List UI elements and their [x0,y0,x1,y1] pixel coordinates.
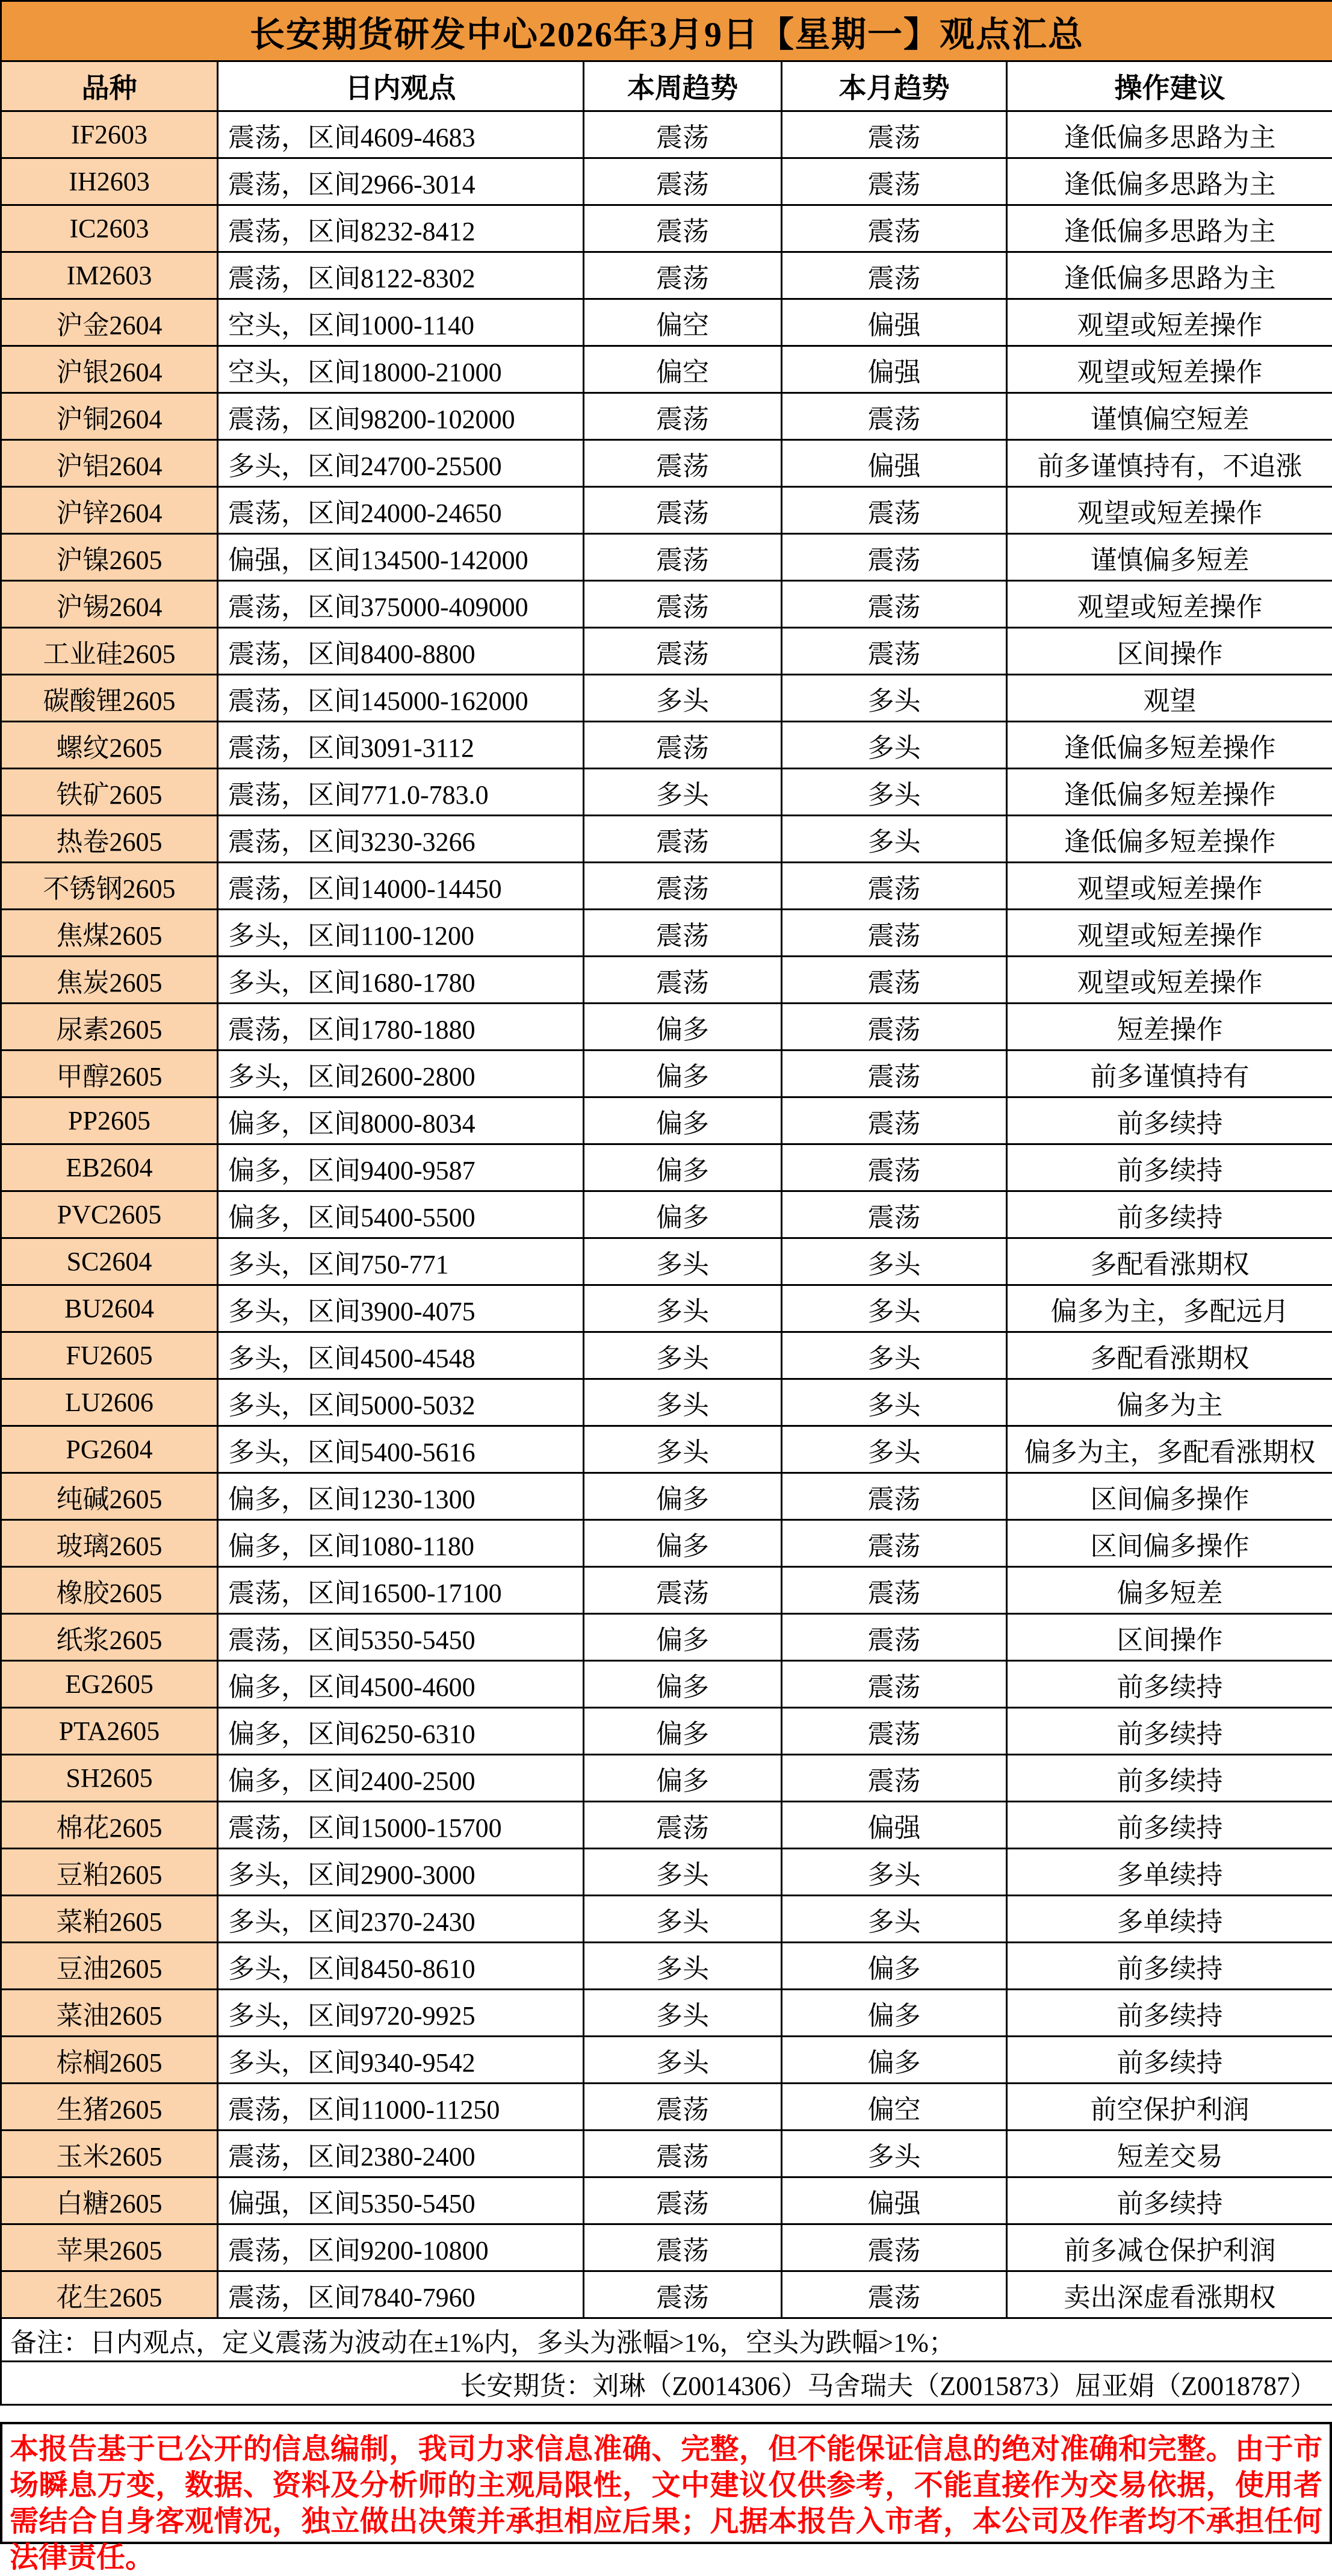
variety-cell: 不锈钢2605 [1,863,218,910]
advice-cell: 前多续持 [1007,1661,1332,1708]
month-trend-cell: 震荡 [782,252,1007,299]
advice-cell: 谨慎偏多短差 [1007,534,1332,581]
intraday-view-cell: 多头，区间3900-4075 [218,1285,584,1332]
variety-cell: 碳酸锂2605 [1,675,218,722]
intraday-view-cell: 偏多，区间4500-4600 [218,1661,584,1708]
table-row [1,1567,1332,1614]
intraday-view-cell: 震荡，区间3230-3266 [218,816,584,863]
variety-cell: 螺纹2605 [1,722,218,769]
variety-cell: 豆粕2605 [1,1849,218,1896]
variety-cell: 玻璃2605 [1,1520,218,1567]
month-trend-cell: 震荡 [782,2271,1007,2318]
table-row [1,816,1332,863]
analysts-text: 长安期货：刘琳（Z0014306）马舍瑞夫（Z0015873）屈亚娟（Z0018787） [1,2362,1332,2405]
month-trend-cell: 多头 [782,1849,1007,1896]
variety-cell: PP2605 [1,1097,218,1144]
advice-cell: 逢低偏多思路为主 [1007,158,1332,205]
variety-cell: 焦炭2605 [1,957,218,1004]
advice-cell: 前多续持 [1007,1755,1332,1802]
intraday-view-cell: 多头，区间1100-1200 [218,910,584,957]
variety-cell: 生猪2605 [1,2084,218,2131]
week-trend-cell: 震荡 [584,534,782,581]
month-trend-cell: 多头 [782,769,1007,816]
table-row [1,487,1332,534]
variety-cell: 沪金2604 [1,299,218,346]
intraday-view-cell: 空头，区间18000-21000 [218,346,584,393]
variety-cell: IC2603 [1,205,218,252]
table-row [1,675,1332,722]
week-trend-cell: 偏多 [584,1473,782,1520]
advice-cell: 卖出深虚看涨期权 [1007,2271,1332,2318]
table-row [1,628,1332,675]
variety-cell: PTA2605 [1,1708,218,1755]
intraday-view-cell: 震荡，区间8400-8800 [218,628,584,675]
table-row [1,2084,1332,2131]
week-trend-cell: 多头 [584,1332,782,1379]
intraday-view-cell: 震荡，区间1780-1880 [218,1004,584,1051]
month-trend-cell: 多头 [782,1238,1007,1285]
variety-cell: 棕榈2605 [1,2037,218,2084]
month-trend-cell: 震荡 [782,2224,1007,2271]
column-header-intraday-view: 日内观点 [218,61,584,111]
intraday-view-cell: 偏强，区间134500-142000 [218,534,584,581]
intraday-view-cell: 震荡，区间8122-8302 [218,252,584,299]
disclaimer: 本报告基于已公开的信息编制，我司力求信息准确、完整，但不能保证信息的绝对准确和完整。由于市场瞬息万变，数据、资料及分析师的主观局限性，文中建议仅供参考，不能直接作为交易依据，使用者需结合自身客观情况，独立做出决策并承担相应后果；凡据本报告入市者，本公司及作者均不承担任何法律责任。 [0,2422,1332,2544]
week-trend-cell: 震荡 [584,1567,782,1614]
intraday-view-cell: 震荡，区间11000-11250 [218,2084,584,2131]
table-row [1,910,1332,957]
intraday-view-cell: 震荡，区间14000-14450 [218,863,584,910]
intraday-view-cell: 震荡，区间4609-4683 [218,111,584,158]
advice-cell: 前多续持 [1007,1943,1332,1990]
table-row [1,1285,1332,1332]
advice-cell: 前多续持 [1007,2037,1332,2084]
table-row [1,1943,1332,1990]
table-row [1,299,1332,346]
variety-cell: 豆油2605 [1,1943,218,1990]
intraday-view-cell: 震荡，区间145000-162000 [218,675,584,722]
variety-cell: 棉花2605 [1,1802,218,1849]
table-row [1,2131,1332,2177]
week-trend-cell: 震荡 [584,910,782,957]
variety-cell: IF2603 [1,111,218,158]
advice-cell: 前多谨慎持有，不追涨 [1007,440,1332,487]
week-trend-cell: 震荡 [584,205,782,252]
week-trend-cell: 震荡 [584,158,782,205]
column-header-row [1,61,1332,111]
table-row [1,957,1332,1004]
table-row [1,1379,1332,1426]
intraday-view-cell: 震荡，区间7840-7960 [218,2271,584,2318]
table-row [1,1849,1332,1896]
week-trend-cell: 多头 [584,675,782,722]
month-trend-cell: 偏强 [782,1802,1007,1849]
table-row [1,1661,1332,1708]
week-trend-cell: 多头 [584,1990,782,2037]
month-trend-cell: 震荡 [782,1473,1007,1520]
advice-cell: 逢低偏多思路为主 [1007,111,1332,158]
intraday-view-cell: 震荡，区间3091-3112 [218,722,584,769]
month-trend-cell: 震荡 [782,1755,1007,1802]
advice-cell: 多配看涨期权 [1007,1332,1332,1379]
week-trend-cell: 震荡 [584,816,782,863]
table-row [1,1144,1332,1191]
advice-cell: 短差操作 [1007,1004,1332,1051]
advice-cell: 前多减仓保护利润 [1007,2224,1332,2271]
column-header-month-trend: 本月趋势 [782,61,1007,111]
variety-cell: 尿素2605 [1,1004,218,1051]
advice-cell: 前多续持 [1007,1802,1332,1849]
intraday-view-cell: 震荡，区间9200-10800 [218,2224,584,2271]
table-row [1,111,1332,158]
table-row [1,393,1332,440]
advice-cell: 前多续持 [1007,1191,1332,1238]
intraday-view-cell: 多头，区间8450-8610 [218,1943,584,1990]
advice-cell: 观望或短差操作 [1007,487,1332,534]
week-trend-cell: 震荡 [584,111,782,158]
advice-cell: 区间操作 [1007,628,1332,675]
intraday-view-cell: 偏多，区间1230-1300 [218,1473,584,1520]
advice-cell: 观望或短差操作 [1007,910,1332,957]
advice-cell: 前多续持 [1007,1990,1332,2037]
variety-cell: 沪铝2604 [1,440,218,487]
week-trend-cell: 震荡 [584,957,782,1004]
intraday-view-cell: 偏多，区间2400-2500 [218,1755,584,1802]
week-trend-cell: 偏多 [584,1144,782,1191]
advice-cell: 观望或短差操作 [1007,863,1332,910]
table-row [1,1191,1332,1238]
variety-cell: 沪镍2605 [1,534,218,581]
month-trend-cell: 震荡 [782,1520,1007,1567]
month-trend-cell: 多头 [782,1379,1007,1426]
table-body [1,111,1332,2318]
advice-cell: 前多续持 [1007,2177,1332,2224]
week-trend-cell: 震荡 [584,722,782,769]
week-trend-cell: 偏空 [584,299,782,346]
week-trend-cell: 震荡 [584,440,782,487]
advice-cell: 前多续持 [1007,1708,1332,1755]
intraday-view-cell: 多头，区间750-771 [218,1238,584,1285]
intraday-view-cell: 多头，区间5400-5616 [218,1426,584,1473]
variety-cell: 热卷2605 [1,816,218,863]
week-trend-cell: 多头 [584,1379,782,1426]
week-trend-cell: 多头 [584,1896,782,1943]
advice-cell: 观望或短差操作 [1007,299,1332,346]
intraday-view-cell: 震荡，区间16500-17100 [218,1567,584,1614]
month-trend-cell: 震荡 [782,393,1007,440]
week-trend-cell: 偏多 [584,1661,782,1708]
variety-cell: 玉米2605 [1,2131,218,2177]
week-trend-cell: 偏多 [584,1051,782,1097]
variety-cell: 白糖2605 [1,2177,218,2224]
variety-cell: PVC2605 [1,1191,218,1238]
variety-cell: BU2604 [1,1285,218,1332]
month-trend-cell: 震荡 [782,628,1007,675]
week-trend-cell: 震荡 [584,2177,782,2224]
variety-cell: FU2605 [1,1332,218,1379]
month-trend-cell: 多头 [782,722,1007,769]
table-row [1,1802,1332,1849]
week-trend-cell: 震荡 [584,393,782,440]
intraday-view-cell: 震荡，区间5350-5450 [218,1614,584,1661]
variety-cell: 沪锌2604 [1,487,218,534]
intraday-view-cell: 空头，区间1000-1140 [218,299,584,346]
table-row [1,2271,1332,2318]
week-trend-cell: 震荡 [584,2224,782,2271]
week-trend-cell: 偏多 [584,1191,782,1238]
column-header-variety: 品种 [1,61,218,111]
week-trend-cell: 偏多 [584,1520,782,1567]
month-trend-cell: 多头 [782,816,1007,863]
month-trend-cell: 震荡 [782,158,1007,205]
month-trend-cell: 震荡 [782,205,1007,252]
week-trend-cell: 多头 [584,769,782,816]
intraday-view-cell: 震荡，区间375000-409000 [218,581,584,628]
month-trend-cell: 偏强 [782,346,1007,393]
variety-cell: 纯碱2605 [1,1473,218,1520]
table-row [1,581,1332,628]
variety-cell: 橡胶2605 [1,1567,218,1614]
table-row [1,1051,1332,1097]
advice-cell: 偏多为主，多配远月 [1007,1285,1332,1332]
month-trend-cell: 偏强 [782,2177,1007,2224]
variety-cell: 花生2605 [1,2271,218,2318]
week-trend-cell: 多头 [584,1849,782,1896]
variety-cell: 沪银2604 [1,346,218,393]
table-row [1,2224,1332,2271]
variety-cell: SC2604 [1,1238,218,1285]
advice-cell: 前多续持 [1007,1144,1332,1191]
intraday-view-cell: 多头，区间24700-25500 [218,440,584,487]
month-trend-cell: 偏强 [782,440,1007,487]
advice-cell: 逢低偏多短差操作 [1007,816,1332,863]
analysts-row [1,2362,1332,2405]
intraday-view-cell: 多头，区间4500-4548 [218,1332,584,1379]
week-trend-cell: 震荡 [584,2271,782,2318]
week-trend-cell: 偏多 [584,1614,782,1661]
intraday-view-cell: 震荡，区间24000-24650 [218,487,584,534]
advice-cell: 观望或短差操作 [1007,957,1332,1004]
variety-cell: IH2603 [1,158,218,205]
advice-cell: 观望或短差操作 [1007,346,1332,393]
intraday-view-cell: 偏多，区间8000-8034 [218,1097,584,1144]
variety-cell: 沪锡2604 [1,581,218,628]
table-row [1,1708,1332,1755]
table-row [1,1614,1332,1661]
intraday-view-cell: 震荡，区间15000-15700 [218,1802,584,1849]
table-row [1,1004,1332,1051]
intraday-view-cell: 偏多，区间1080-1180 [218,1520,584,1567]
advice-cell: 多单续持 [1007,1849,1332,1896]
week-trend-cell: 震荡 [584,1802,782,1849]
month-trend-cell: 震荡 [782,581,1007,628]
month-trend-cell: 震荡 [782,1097,1007,1144]
variety-cell: EB2604 [1,1144,218,1191]
variety-cell: 沪铜2604 [1,393,218,440]
intraday-view-cell: 偏多，区间5400-5500 [218,1191,584,1238]
month-trend-cell: 震荡 [782,487,1007,534]
month-trend-cell: 震荡 [782,957,1007,1004]
week-trend-cell: 多头 [584,1285,782,1332]
variety-cell: LU2606 [1,1379,218,1426]
week-trend-cell: 偏多 [584,1097,782,1144]
table-row [1,2037,1332,2084]
column-header-week-trend: 本周趋势 [584,61,782,111]
month-trend-cell: 震荡 [782,1051,1007,1097]
intraday-view-cell: 偏多，区间9400-9587 [218,1144,584,1191]
week-trend-cell: 偏多 [584,1708,782,1755]
week-trend-cell: 震荡 [584,487,782,534]
month-trend-cell: 震荡 [782,534,1007,581]
week-trend-cell: 震荡 [584,2084,782,2131]
table-row [1,1238,1332,1285]
advice-cell: 多配看涨期权 [1007,1238,1332,1285]
intraday-view-cell: 多头，区间9720-9925 [218,1990,584,2037]
table-row [1,769,1332,816]
intraday-view-cell: 多头，区间2900-3000 [218,1849,584,1896]
table-row [1,2177,1332,2224]
week-trend-cell: 偏多 [584,1755,782,1802]
table-row [1,158,1332,205]
remark-text: 备注：日内观点，定义震荡为波动在±1%内，多头为涨幅>1%，空头为跌幅>1%； [1,2318,1332,2362]
intraday-view-cell: 偏多，区间6250-6310 [218,1708,584,1755]
table-row [1,205,1332,252]
table-row [1,1896,1332,1943]
month-trend-cell: 多头 [782,1426,1007,1473]
table-row [1,863,1332,910]
advice-cell: 偏多短差 [1007,1567,1332,1614]
table-row [1,252,1332,299]
table-row [1,1473,1332,1520]
table-row [1,534,1332,581]
variety-cell: 纸浆2605 [1,1614,218,1661]
title-row [1,1,1332,61]
table-row [1,1332,1332,1379]
month-trend-cell: 偏多 [782,1943,1007,1990]
table-row [1,1990,1332,2037]
month-trend-cell: 震荡 [782,1191,1007,1238]
week-trend-cell: 震荡 [584,2131,782,2177]
week-trend-cell: 震荡 [584,252,782,299]
advice-cell: 逢低偏多思路为主 [1007,252,1332,299]
month-trend-cell: 震荡 [782,1144,1007,1191]
month-trend-cell: 多头 [782,1896,1007,1943]
column-header-advice: 操作建议 [1007,61,1332,111]
week-trend-cell: 震荡 [584,581,782,628]
variety-cell: 菜油2605 [1,1990,218,2037]
advice-cell: 逢低偏多思路为主 [1007,205,1332,252]
week-trend-cell: 偏多 [584,1004,782,1051]
intraday-view-cell: 多头，区间5000-5032 [218,1379,584,1426]
intraday-view-cell: 震荡，区间2966-3014 [218,158,584,205]
table-row [1,1426,1332,1473]
advice-cell: 区间操作 [1007,1614,1332,1661]
table-row [1,722,1332,769]
advice-cell: 谨慎偏空短差 [1007,393,1332,440]
variety-cell: 苹果2605 [1,2224,218,2271]
variety-cell: EG2605 [1,1661,218,1708]
month-trend-cell: 偏空 [782,2084,1007,2131]
advice-cell: 区间偏多操作 [1007,1473,1332,1520]
month-trend-cell: 多头 [782,1285,1007,1332]
variety-cell: IM2603 [1,252,218,299]
week-trend-cell: 多头 [584,1943,782,1990]
advice-cell: 观望 [1007,675,1332,722]
remark-row [1,2318,1332,2362]
week-trend-cell: 震荡 [584,863,782,910]
variety-cell: SH2605 [1,1755,218,1802]
intraday-view-cell: 多头，区间2370-2430 [218,1896,584,1943]
advice-cell: 区间偏多操作 [1007,1520,1332,1567]
month-trend-cell: 多头 [782,1332,1007,1379]
intraday-view-cell: 震荡，区间98200-102000 [218,393,584,440]
advice-cell: 前多续持 [1007,1097,1332,1144]
advice-cell: 逢低偏多短差操作 [1007,769,1332,816]
intraday-view-cell: 偏强，区间5350-5450 [218,2177,584,2224]
intraday-view-cell: 多头，区间9340-9542 [218,2037,584,2084]
intraday-view-cell: 震荡，区间8232-8412 [218,205,584,252]
advice-cell: 偏多为主 [1007,1379,1332,1426]
month-trend-cell: 震荡 [782,111,1007,158]
variety-cell: PG2604 [1,1426,218,1473]
variety-cell: 菜粕2605 [1,1896,218,1943]
table-row [1,1755,1332,1802]
month-trend-cell: 多头 [782,675,1007,722]
advice-cell: 短差交易 [1007,2131,1332,2177]
intraday-view-cell: 多头，区间1680-1780 [218,957,584,1004]
variety-cell: 甲醇2605 [1,1051,218,1097]
month-trend-cell: 震荡 [782,1567,1007,1614]
page-title: 长安期货研发中心2026年3月9日【星期一】观点汇总 [1,1,1332,61]
table-row [1,440,1332,487]
week-trend-cell: 多头 [584,2037,782,2084]
month-trend-cell: 偏多 [782,2037,1007,2084]
variety-cell: 铁矿2605 [1,769,218,816]
month-trend-cell: 震荡 [782,863,1007,910]
month-trend-cell: 震荡 [782,1614,1007,1661]
advice-cell: 多单续持 [1007,1896,1332,1943]
month-trend-cell: 震荡 [782,1661,1007,1708]
week-trend-cell: 偏空 [584,346,782,393]
advice-cell: 逢低偏多短差操作 [1007,722,1332,769]
advice-cell: 前空保护利润 [1007,2084,1332,2131]
month-trend-cell: 偏多 [782,1990,1007,2037]
month-trend-cell: 震荡 [782,1708,1007,1755]
month-trend-cell: 多头 [782,2131,1007,2177]
week-trend-cell: 多头 [584,1238,782,1285]
intraday-view-cell: 震荡，区间771.0-783.0 [218,769,584,816]
month-trend-cell: 震荡 [782,910,1007,957]
advice-cell: 观望或短差操作 [1007,581,1332,628]
month-trend-cell: 偏强 [782,299,1007,346]
table-row [1,1097,1332,1144]
advice-cell: 偏多为主，多配看涨期权 [1007,1426,1332,1473]
variety-cell: 焦煤2605 [1,910,218,957]
intraday-view-cell: 震荡，区间2380-2400 [218,2131,584,2177]
table-row [1,1520,1332,1567]
variety-cell: 工业硅2605 [1,628,218,675]
month-trend-cell: 震荡 [782,1004,1007,1051]
table-row [1,346,1332,393]
week-trend-cell: 震荡 [584,628,782,675]
week-trend-cell: 多头 [584,1426,782,1473]
intraday-view-cell: 多头，区间2600-2800 [218,1051,584,1097]
advice-cell: 前多谨慎持有 [1007,1051,1332,1097]
